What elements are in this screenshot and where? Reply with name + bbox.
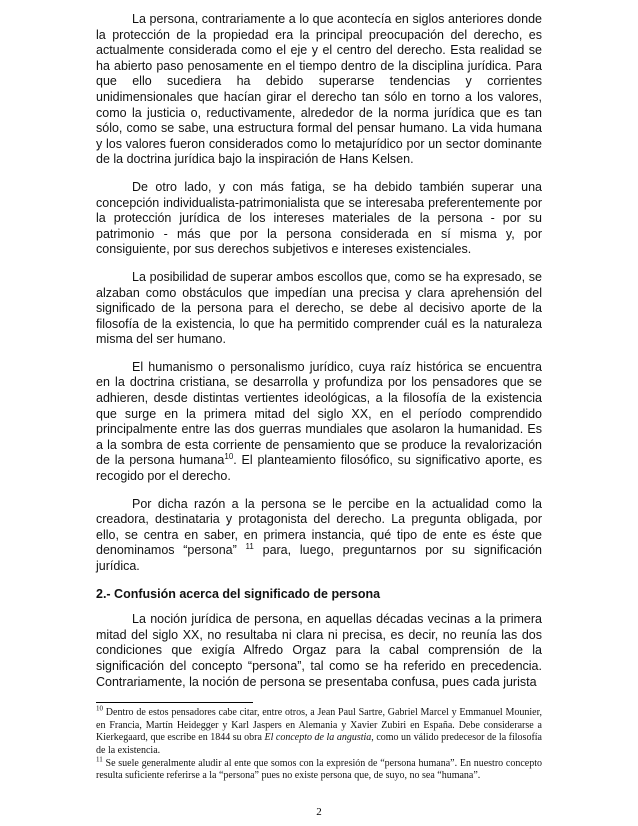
footnote-separator	[96, 702, 253, 703]
paragraph-5-text: Por dicha razón a la persona se le percibe en la actualidad como la creadora, destinataria y protagonista del derecho. La pregunta obligada, por ello, se centra en saber, en primera instancia, qué tipo de ente es éste que denominamos “persona”	[96, 496, 542, 558]
footnote-ref-10[interactable]: 10	[224, 452, 234, 462]
footnote-number: 10	[96, 704, 103, 713]
footnote-10	[96, 704, 542, 757]
paragraph-2: De otro lado, y con más fatiga, se ha debido también superar una concepción individualista-patrimonialista que se interesaba preferentemente por la protección jurídica de los intereses materiales de la persona - por su patrimonio - más que por la persona considerada en sí misma y, por consiguiente, por sus derechos subjetivos e intereses existenciales.	[96, 179, 542, 257]
paragraph-4-text: El humanismo o personalismo jurídico, cuya raíz histórica se encuentra en la doctrina cristiana, se desarrolla y profundiza por los pensadores que se adhieren, desde distintas vertientes ideológicas, a la filosofía de la existencia que surge en la primera mitad del siglo XX, en el período comprendido principalmente entre las dos guerras mundiales que asolaron la humanidad. Es a la sombra de esta corriente de pensamiento que se produce la revalorización de la persona humana	[96, 359, 542, 468]
footnote-10-text: Dentro de estos pensadores cabe citar, entre otros, a Jean Paul Sartre, Gabriel Marcel y Emmanuel Mounier, en Francia, Martín Heidegger y Karl Jaspers en Alemania y Xavier Zubiri en España. Debe considerarse a Kierkegaard, que escribe en 1844 su obra	[96, 707, 542, 744]
paragraph-5	[96, 497, 542, 575]
section-heading: 2.- Confusión acerca del significado de persona	[96, 586, 381, 601]
paragraph-5-text-end: para, luego, preguntarnos por su significación jurídica.	[96, 543, 542, 573]
footnote-ref-11[interactable]: 11	[245, 542, 254, 552]
paragraph-4	[96, 360, 542, 485]
paragraph-4-text-end: . El planteamiento filosófico, su significativo aporte, es recogido por el derecho.	[96, 453, 542, 484]
footnote-10-text-end: , como un válido predecesor de la filosofía de la existencia.	[96, 732, 542, 756]
section-paragraph: La noción jurídica de persona, en aquellas décadas vecinas a la primera mitad del siglo XX, no resultaba ni clara ni precisa, es decir, no reunía las dos condiciones que exigía Alfredo Orgaz para la cabal comprensión de la significación del concepto “persona”, tal como se ha referido en precedencia. Contrariamente, la noción de persona se presentaba confusa, pues cada jurista	[96, 612, 542, 689]
page-number: 2	[316, 806, 322, 818]
paragraph-3: La posibilidad de superar ambos escollos que, como se ha expresado, se alzaban como obstáculos que impedían una precisa y clara aprehensión del significado de la persona para el derecho, se debe al decisivo aporte de la filosofía de la existencia, lo que ha permitido comprender cuál es la naturaleza misma del ser humano.	[96, 269, 542, 347]
footnote-10-title: El concepto de la angustia	[264, 732, 372, 744]
footnote-number: 11	[96, 755, 103, 764]
footnote-11	[96, 755, 543, 783]
footnote-11-text: Se suele generalmente aludir al ente que somos con la expresión de “persona humana”. En nuestro concepto resulta suficiente referirse a la “persona” pues no existe persona que, de suyo, no sea “humana”.	[96, 757, 543, 782]
paragraph-1: La persona, contrariamente a lo que acontecía en siglos anteriores donde la protección de la propiedad era la principal preocupación del derecho, es actualmente considerada como el eje y el centro del derecho. Esta realidad se ha abierto paso penosamente en el tiempo dentro de la disciplina jurídica. Para que ello sucediera ha debido superarse tendencias y corrientes unidimensionales que hacían girar el derecho tan sólo en torno a los valores, como la justicia o, reductivamente, alrededor de la norma jurídica que es tan sólo, como se sabe, una estructura formal del pensar humano. La vida humana y los valores fueron considerados como lo metajurídico por un sector dominante de la doctrina jurídica bajo la inspiración de Hans Kelsen.	[96, 12, 542, 167]
